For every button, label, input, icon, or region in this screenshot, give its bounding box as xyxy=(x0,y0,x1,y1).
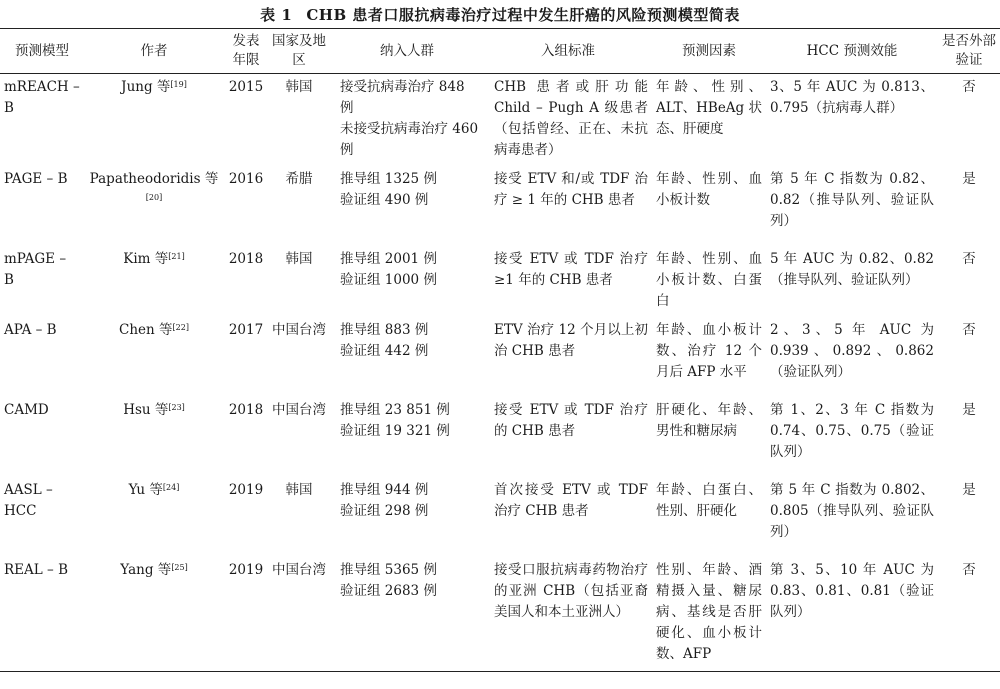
cell-author-text: Papatheodoridis 等 xyxy=(89,171,219,187)
cell-model-text: mREACH – B xyxy=(4,79,80,116)
cell-population-text: 推导组 2001 例 验证组 1000 例 xyxy=(340,251,437,288)
cell-performance-text: 第 5 年 C 指数为 0.82、0.82（推导队列、验证队列） xyxy=(770,171,934,229)
cell-region xyxy=(268,477,330,557)
table-row xyxy=(0,166,1000,246)
cell-criteria-text: 接受 ETV 或 TDF 治疗 ≥1 年的 CHB 患者 xyxy=(494,251,648,288)
cell-year xyxy=(224,74,268,167)
cell-criteria xyxy=(484,166,652,246)
cell-criteria xyxy=(484,477,652,557)
cell-external-text: 否 xyxy=(962,562,976,578)
cell-year xyxy=(224,557,268,671)
cell-year-text: 2016 xyxy=(228,171,264,187)
cell-factors xyxy=(652,557,766,671)
cell-performance xyxy=(766,166,938,246)
table-label: 表 1 xyxy=(260,6,293,24)
cell-criteria xyxy=(484,557,652,671)
cell-year-text: 2019 xyxy=(228,562,264,578)
cell-factors-text: 年龄、白蛋白、性别、肝硬化 xyxy=(656,482,762,519)
citation-ref: [20] xyxy=(145,193,163,202)
cell-population xyxy=(330,557,484,671)
cell-factors xyxy=(652,246,766,317)
cell-author xyxy=(84,477,224,557)
header-population: 纳入人群 xyxy=(330,29,484,74)
cell-population xyxy=(330,317,484,397)
cell-region-text: 希腊 xyxy=(285,171,313,187)
risk-model-table xyxy=(0,28,1000,672)
cell-criteria-text: 接受口服抗病毒药物治疗的亚洲 CHB（包括亚裔美国人和本土亚洲人） xyxy=(494,562,648,620)
cell-external xyxy=(938,477,1000,557)
cell-region xyxy=(268,317,330,397)
cell-performance xyxy=(766,317,938,397)
table-row xyxy=(0,74,1000,167)
citation-ref: [23] xyxy=(168,403,185,412)
cell-population xyxy=(330,397,484,477)
cell-performance-text: 3、5 年 AUC 为 0.813、0.795（抗病毒人群） xyxy=(770,79,934,116)
cell-region xyxy=(268,397,330,477)
cell-external-text: 是 xyxy=(962,402,976,418)
cell-external xyxy=(938,397,1000,477)
cell-performance xyxy=(766,397,938,477)
citation-ref: [22] xyxy=(172,323,189,332)
cell-population-text: 推导组 5365 例 验证组 2683 例 xyxy=(340,562,437,599)
cell-region-text: 韩国 xyxy=(285,79,313,95)
cell-model-text: AASL – HCC xyxy=(4,482,53,519)
header-author: 作者 xyxy=(84,29,224,74)
cell-region xyxy=(268,246,330,317)
cell-external xyxy=(938,246,1000,317)
cell-population xyxy=(330,166,484,246)
cell-region xyxy=(268,166,330,246)
cell-region-text: 韩国 xyxy=(285,482,313,498)
cell-criteria-text: 接受 ETV 和/或 TDF 治疗 ≥ 1 年的 CHB 患者 xyxy=(494,171,648,208)
cell-population-text: 推导组 883 例 验证组 442 例 xyxy=(340,322,429,359)
cell-author xyxy=(84,317,224,397)
cell-criteria xyxy=(484,397,652,477)
cell-external xyxy=(938,74,1000,167)
cell-model xyxy=(0,397,84,477)
cell-performance xyxy=(766,246,938,317)
cell-region xyxy=(268,74,330,167)
cell-year-text: 2019 xyxy=(228,482,264,498)
cell-external-text: 否 xyxy=(962,322,976,338)
cell-author xyxy=(84,557,224,671)
cell-factors xyxy=(652,397,766,477)
cell-author-text: Chen 等 xyxy=(119,322,173,338)
cell-population-text: 推导组 1325 例 验证组 490 例 xyxy=(340,171,437,208)
cell-author-text: Hsu 等 xyxy=(123,402,169,418)
cell-model-text: APA – B xyxy=(4,322,57,338)
cell-criteria-text: ETV 治疗 12 个月以上初治 CHB 患者 xyxy=(494,322,648,359)
cell-criteria-text: 首次接受 ETV 或 TDF 治疗 CHB 患者 xyxy=(494,482,648,519)
cell-population-text: 推导组 23 851 例 验证组 19 321 例 xyxy=(340,402,450,439)
cell-performance-text: 第 1、2、3 年 C 指数为 0.74、0.75、0.75（验证队列） xyxy=(770,402,934,460)
table-row xyxy=(0,246,1000,317)
header-criteria: 入组标准 xyxy=(484,29,652,74)
cell-external xyxy=(938,557,1000,671)
cell-performance-text: 第 5 年 C 指数为 0.802、0.805（推导队列、验证队列） xyxy=(770,482,934,540)
table-caption xyxy=(0,4,1000,25)
cell-performance-text: 2、3、5 年 AUC 为 0.939、0.892、0.862（验证队列） xyxy=(770,322,934,380)
cell-model xyxy=(0,557,84,671)
cell-criteria xyxy=(484,74,652,167)
citation-ref: [19] xyxy=(170,80,187,89)
cell-region-text: 韩国 xyxy=(285,251,313,267)
cell-factors-text: 年龄、血小板计数、治疗 12 个月后 AFP 水平 xyxy=(656,322,762,380)
cell-region-text: 中国台湾 xyxy=(272,322,326,338)
cell-author-text: Yang 等 xyxy=(120,562,172,578)
cell-author xyxy=(84,397,224,477)
cell-external-text: 是 xyxy=(962,171,976,187)
cell-year xyxy=(224,246,268,317)
cell-performance-text: 第 3、5、10 年 AUC 为 0.83、0.81、0.81（验证队列） xyxy=(770,562,934,620)
cell-external-text: 否 xyxy=(962,79,976,95)
cell-model xyxy=(0,74,84,167)
cell-year-text: 2018 xyxy=(228,251,264,267)
table-title: CHB 患者口服抗病毒治疗过程中发生肝癌的风险预测模型简表 xyxy=(306,6,740,24)
cell-year xyxy=(224,166,268,246)
header-factors: 预测因素 xyxy=(652,29,766,74)
citation-ref: [21] xyxy=(168,252,185,261)
cell-factors xyxy=(652,317,766,397)
header-external: 是否外部验证 xyxy=(938,29,1000,74)
cell-factors xyxy=(652,74,766,167)
citation-ref: [25] xyxy=(171,563,188,572)
citation-ref: [24] xyxy=(162,483,180,492)
header-model: 预测模型 xyxy=(0,29,84,74)
cell-factors-text: 年龄、性别、血小板计数 xyxy=(656,171,762,208)
table-row xyxy=(0,397,1000,477)
cell-year xyxy=(224,397,268,477)
cell-region-text: 中国台湾 xyxy=(272,562,326,578)
cell-factors-text: 年龄、性别、血小板计数、白蛋白 xyxy=(656,251,762,309)
cell-population xyxy=(330,74,484,167)
cell-region xyxy=(268,557,330,671)
cell-year-text: 2018 xyxy=(228,402,264,418)
cell-performance xyxy=(766,74,938,167)
cell-performance xyxy=(766,557,938,671)
cell-performance-text: 5 年 AUC 为 0.82、0.82（推导队列、验证队列） xyxy=(770,251,934,288)
cell-factors xyxy=(652,477,766,557)
header-year: 发表年限 xyxy=(224,29,268,74)
cell-external xyxy=(938,317,1000,397)
cell-criteria-text: 接受 ETV 或 TDF 治疗的 CHB 患者 xyxy=(494,402,648,439)
cell-external-text: 否 xyxy=(962,251,976,267)
cell-author-text: Yu 等 xyxy=(128,482,163,498)
header-region: 国家及地区 xyxy=(268,29,330,74)
cell-year xyxy=(224,317,268,397)
cell-model xyxy=(0,477,84,557)
cell-performance xyxy=(766,477,938,557)
cell-author-text: Jung 等 xyxy=(121,79,171,95)
cell-population xyxy=(330,246,484,317)
table-row xyxy=(0,557,1000,671)
cell-model xyxy=(0,246,84,317)
cell-model-text: REAL – B xyxy=(4,562,68,578)
cell-model-text: CAMD xyxy=(4,402,49,418)
cell-year-text: 2015 xyxy=(228,79,264,95)
table-row xyxy=(0,317,1000,397)
cell-author xyxy=(84,166,224,246)
cell-factors-text: 肝硬化、年龄、男性和糖尿病 xyxy=(656,402,762,439)
header-row xyxy=(0,29,1000,74)
cell-criteria xyxy=(484,317,652,397)
cell-model-text: mPAGE – B xyxy=(4,251,67,288)
cell-author-text: Kim 等 xyxy=(123,251,169,267)
cell-model xyxy=(0,166,84,246)
cell-population-text: 推导组 944 例 验证组 298 例 xyxy=(340,482,429,519)
cell-external xyxy=(938,166,1000,246)
cell-year-text: 2017 xyxy=(228,322,264,338)
cell-model-text: PAGE – B xyxy=(4,171,68,187)
table-row xyxy=(0,477,1000,557)
header-performance: HCC 预测效能 xyxy=(766,29,938,74)
cell-population-text: 接受抗病毒治疗 848 例 未接受抗病毒治疗 460 例 xyxy=(340,79,479,158)
cell-factors xyxy=(652,166,766,246)
cell-criteria xyxy=(484,246,652,317)
cell-model xyxy=(0,317,84,397)
cell-external-text: 是 xyxy=(962,482,976,498)
cell-year xyxy=(224,477,268,557)
cell-author xyxy=(84,74,224,167)
cell-factors-text: 年龄、性别、ALT、HBeAg 状态、肝硬度 xyxy=(656,79,762,137)
cell-author xyxy=(84,246,224,317)
cell-region-text: 中国台湾 xyxy=(272,402,326,418)
cell-criteria-text: CHB 患者或肝功能 Child – Pugh A 级患者（包括曾经、正在、未抗病毒患者） xyxy=(494,79,648,158)
cell-population xyxy=(330,477,484,557)
cell-factors-text: 性别、年龄、酒精摄入量、糖尿病、基线是否肝硬化、血小板计数、AFP xyxy=(656,562,762,662)
